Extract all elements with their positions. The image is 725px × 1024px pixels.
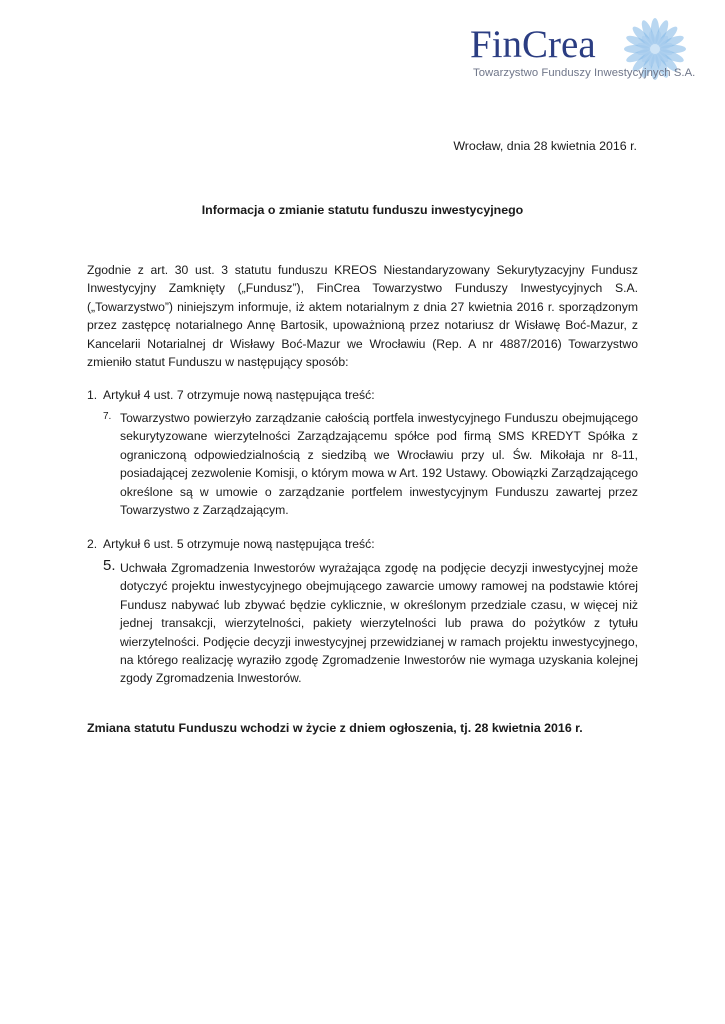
closing-statement: Zmiana statutu Funduszu wchodzi w życie z dniem ogłoszenia, tj. 28 kwietnia 2016 r. xyxy=(87,721,583,735)
intro-paragraph: Zgodnie z art. 30 ust. 3 statutu funduszu KREOS Niestandaryzowany Sekurytyzacyjny Fundusz Inwestycyjny Zamknięty („Fundusz”), FinCrea Towarzystwo Funduszy Inwestycyjnych S.A. („Towarzystwo”) niniejszym informuje, iż aktem notarialnym z dnia 27 kwietnia 2016 r. sporządzonym przez zastępcę notarialnego Annę Bartosik, upoważnioną przez notariusz dr Wisławę Boć-Mazur, z Kancelarii Notarialnej dr Wisławy Boć-Mazur we Wrocławiu (Rep. A nr 4887/2016) Towarzystwo zmieniło statut Funduszu w następujący sposób: xyxy=(87,263,638,370)
amendment-1-number: 1. xyxy=(87,388,98,402)
amendment-1-text: Towarzystwo powierzyło zarządzanie całością portfela inwestycyjnego Funduszu obejmującego sekurytyzowane wierzytelności Zarządzającemu spółce pod firmą SMS KREDYT Spółka z ograniczoną odpowiedzialnością z siedzibą we Wrocławiu przy ul. Św. Mikołaja nr 8-11, posiadającej zezwolenie Komisji, o którym mowa w Art. 192 Ustawy. Obowiązki Zarządzającego określone są w umowie o zarządzanie portfelem inwestycyjnym Funduszu zawartej przez Towarzystwo z Zarządzającym. xyxy=(120,411,638,518)
amendment-1-heading xyxy=(87,386,375,404)
fincrea-logo xyxy=(470,14,710,84)
amendment-2-heading-text: Artykuł 6 ust. 5 otrzymuje nową następująca treść: xyxy=(103,537,375,551)
amendment-2-number: 2. xyxy=(87,537,98,551)
date-line: Wrocław, dnia 28 kwietnia 2016 r. xyxy=(453,139,637,153)
logo-name: FinCrea xyxy=(470,23,596,66)
amendment-1-heading-text: Artykuł 4 ust. 7 otrzymuje nową następująca treść: xyxy=(103,388,375,402)
amendment-2-marker: 5. xyxy=(103,557,116,574)
logo-tagline: Towarzystwo Funduszy Inwestycyjnych S.A. xyxy=(473,67,696,79)
amendment-1-marker: 7. xyxy=(103,411,112,422)
amendment-2-heading xyxy=(87,535,375,553)
document-title: Informacja o zmianie statutu funduszu inwestycyjnego xyxy=(201,203,524,217)
amendment-2-text: Uchwała Zgromadzenia Inwestorów wyrażająca zgodę na podjęcie decyzji inwestycyjnej może dotyczyć projektu inwestycyjnego obejmującego zawarcie umowy ramowej na podstawie której Fundusz nabywać lub zbywać będzie cyklicznie, w określonym przedziale czasu, w więcej niż jednej transakcji, wierzytelności, pakiety wierzytelności lub prawa do pożytków z tytułu wierzytelności. Podjęcie decyzji inwestycyjnej przewidzianej w ramach projektu inwestycyjnego, na którego realizację wyraziło zgodę Zgromadzenie Inwestorów nie wymaga uzyskania kolejnej zgody Zgromadzenia Inwestorów. xyxy=(120,561,638,686)
